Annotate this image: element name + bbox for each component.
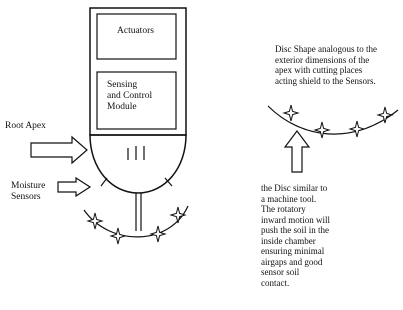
right-disc-curve: [268, 106, 398, 134]
disc-shape-note: Disc Shape analogous to the exterior dimensions of the apex with cutting places acting shield to the Sensors.: [275, 44, 377, 86]
drive-shaft: [136, 193, 141, 231]
right-cutter-4: [378, 107, 392, 123]
left-cutter-3: [151, 226, 165, 242]
root-apex-arrow: [31, 137, 87, 163]
left-cutter-1: [88, 213, 102, 229]
right-cutter-1: [284, 105, 298, 121]
actuators-label: Actuators: [117, 26, 154, 36]
root-apex-label: Root Apex: [5, 121, 46, 131]
disc-tool-note: the Disc similar to a machine tool. The rotatory inward motion will push the soil in the inside chamber ensuring minimal airgaps and good sensor soil contact.: [261, 183, 330, 288]
right-cutter-3: [350, 121, 364, 137]
internal-channels: [101, 146, 172, 186]
right-cutter-2: [315, 122, 329, 138]
sensing-module-label: Sensing and Control Module: [107, 80, 153, 112]
left-cutter-4: [171, 207, 185, 223]
left-cutter-2: [111, 228, 125, 244]
moisture-sensors-label: Moisture Sensors: [11, 181, 46, 202]
apex-dome: [90, 135, 186, 193]
upward-arrow: [285, 131, 309, 172]
moisture-sensors-arrow: [58, 178, 90, 196]
